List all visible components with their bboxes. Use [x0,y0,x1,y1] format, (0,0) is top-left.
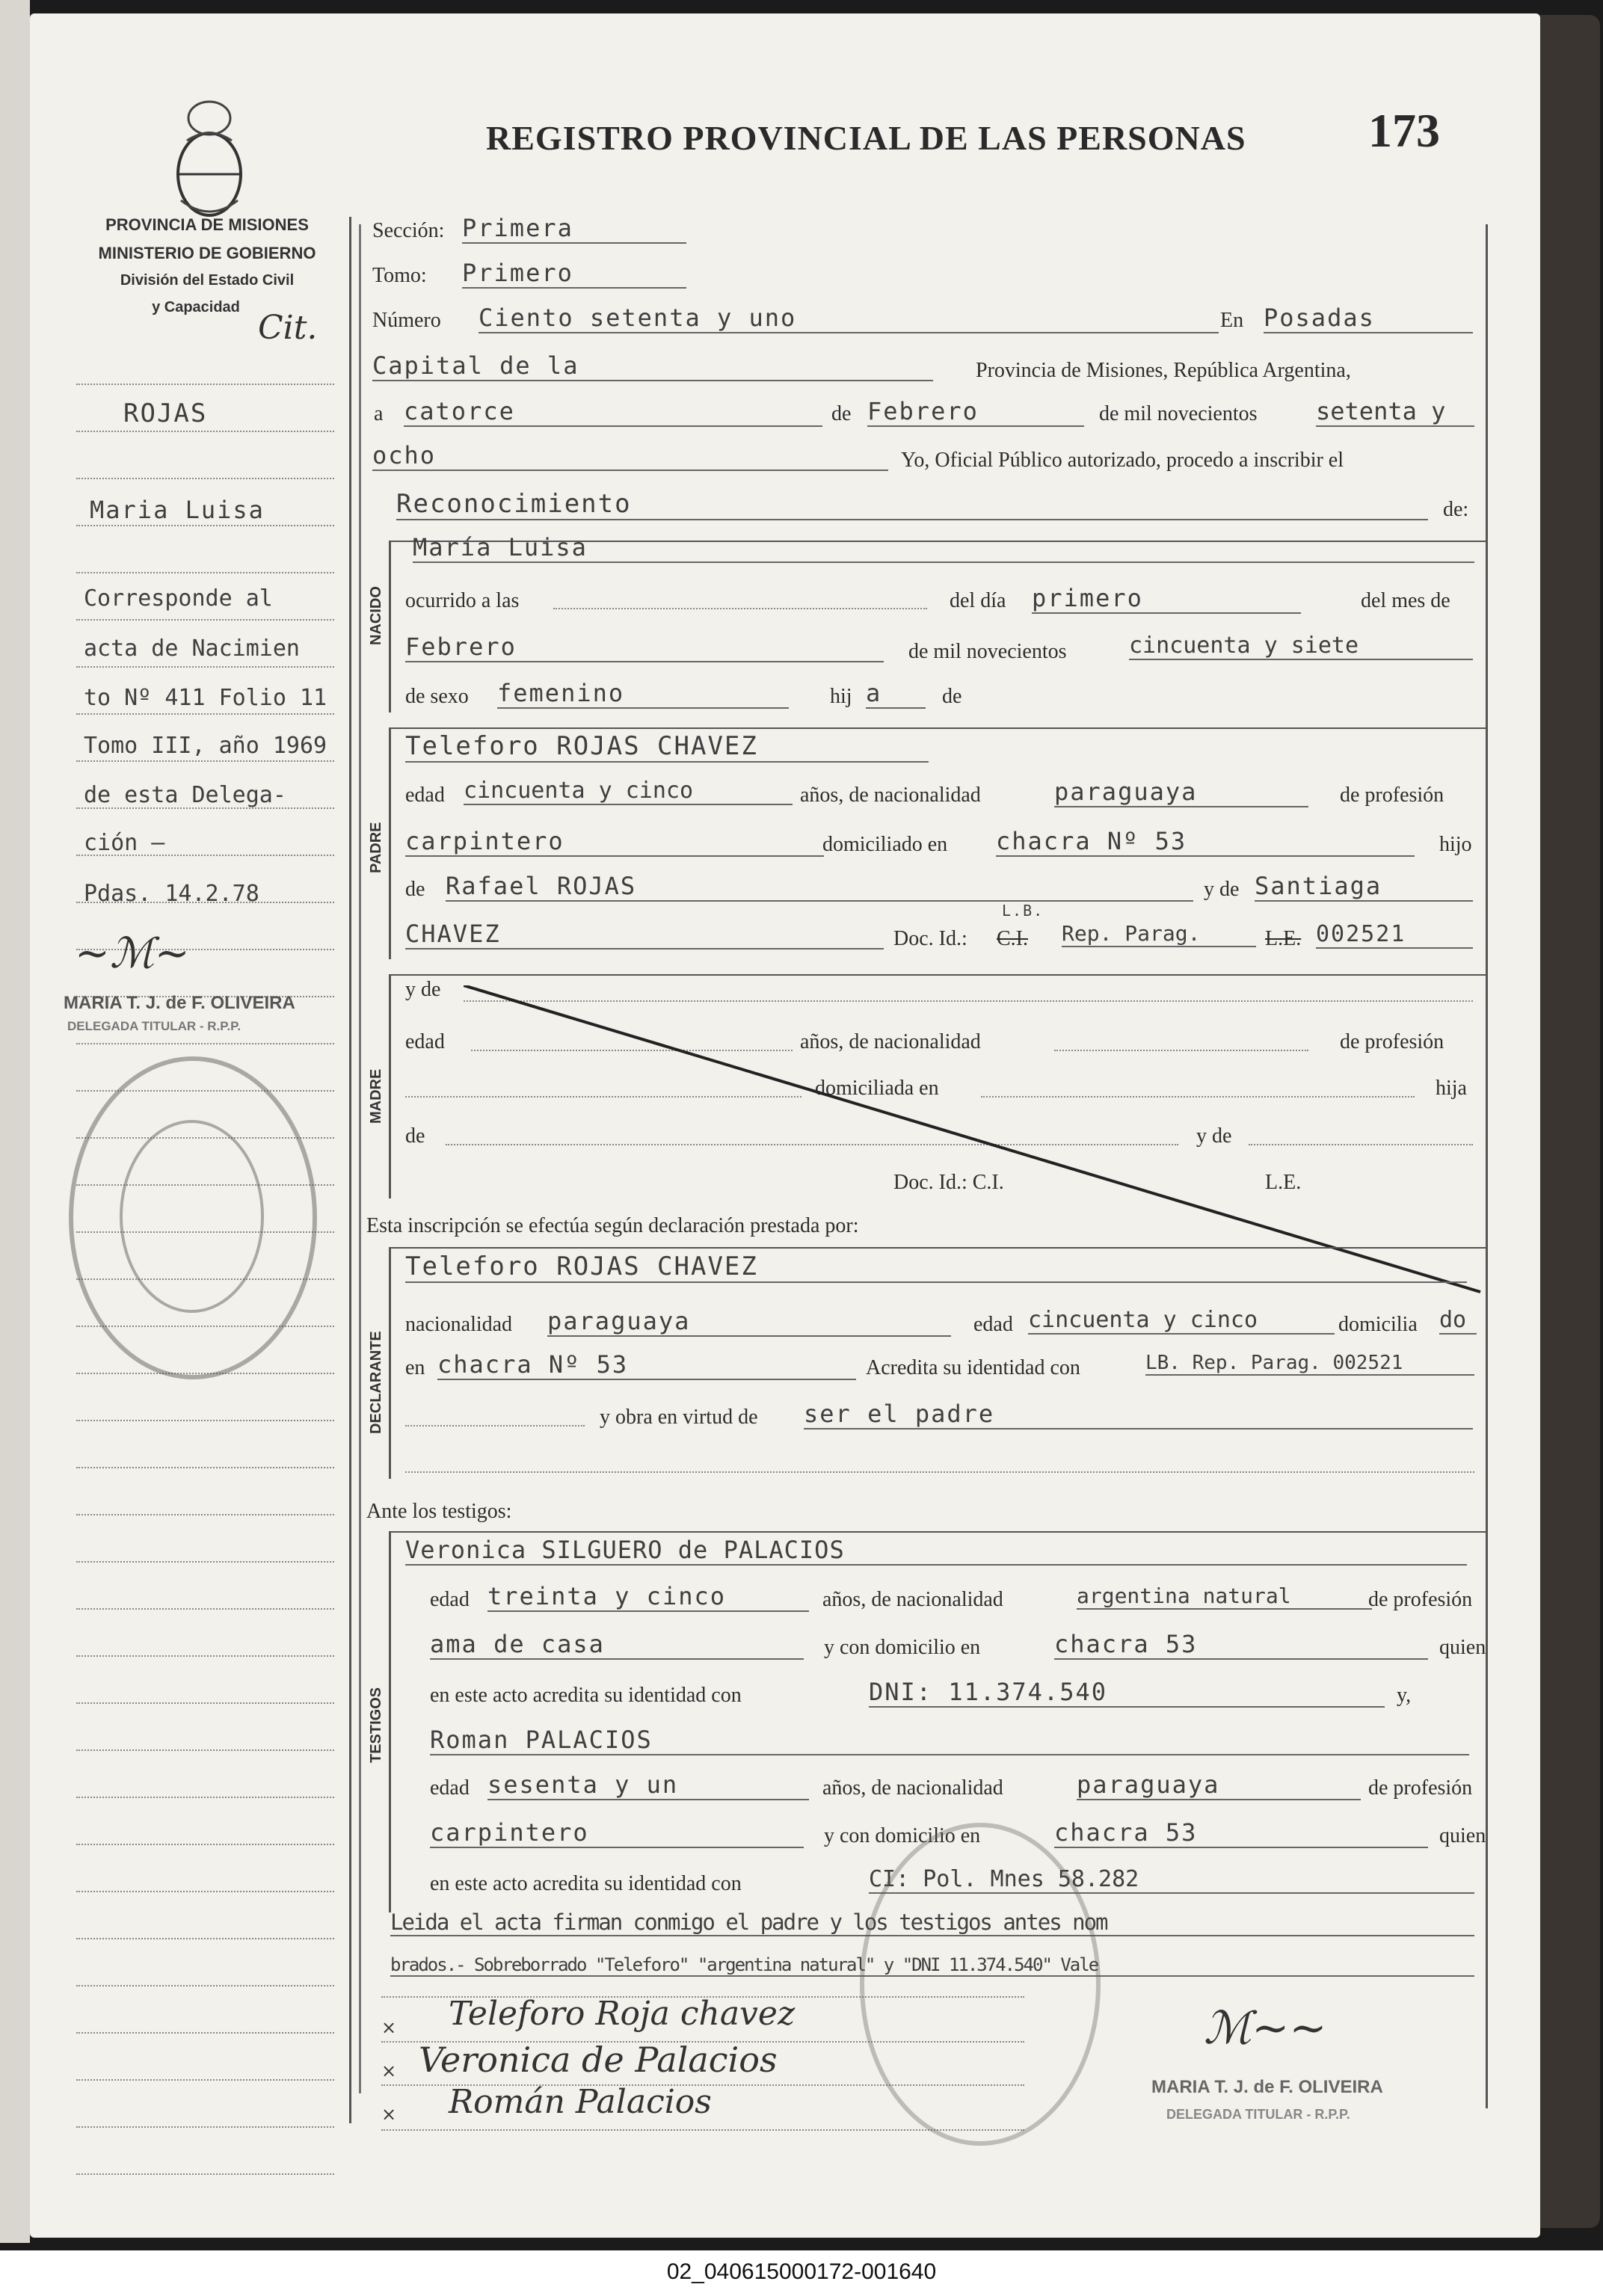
closing-official-title: DELEGADA TITULAR - R.P.P. [1166,2107,1350,2122]
testigos-top-rule [389,1531,1488,1533]
org-handwritten-mark: Cit. [258,309,318,347]
padre-father-value: Rafael ROJAS [446,872,1193,902]
closing-line-1: Leida el acta firman conmigo el padre y los testigos antes nom [390,1909,1474,1936]
nacido-month-value: Febrero [405,633,884,662]
declarante-en-label: en [405,1356,425,1379]
margin-note-3: to Nº 411 Folio 11 [84,685,327,711]
act-de-label: de: [1443,498,1469,521]
margin-dotted-line [76,1797,334,1798]
margin-dotted-line [76,1608,334,1610]
declarante-en-value: chacra Nº 53 [437,1350,856,1380]
testigo1-name: Veronica SILGUERO de PALACIOS [405,1536,1467,1566]
officer-text: Yo, Oficial Público autorizado, procedo a inscribir el [901,449,1344,472]
margin-dotted-line [76,1702,334,1704]
declarante-edad-label: edad [973,1313,1013,1336]
testigo2-dom-value: chacra 53 [1054,1818,1428,1848]
hij-de-label: de [942,685,962,708]
nacido-year-value: cincuenta y siete [1129,633,1473,660]
declarante-edad-value: cincuenta y cinco [1028,1307,1335,1335]
madre-yde2-label: y de [1196,1124,1232,1148]
ocurrido-value-line [553,608,927,609]
madre-prof-label: de profesión [1340,1030,1444,1053]
padre-edad-value: cincuenta y cinco [464,778,793,805]
margin-dotted-line [76,2173,334,2175]
margin-dotted-line [76,1655,334,1657]
madre-rule [389,974,391,1198]
signature-testigo-1: Veronica de Palacios [419,2040,778,2080]
margin-signature: ~ℳ~ [75,929,190,978]
signature-mark-1: × [381,2017,397,2038]
book-binding [1540,15,1600,2228]
margin-dotted-line [76,619,334,621]
padre-top-rule [389,727,1488,729]
margin-dotted-line [76,1467,334,1468]
padre-rule [389,727,391,959]
testigo2-acr-value: CI: Pol. Mnes 58.282 [869,1866,1474,1894]
testigos-section-label: TESTIGOS [368,1687,384,1763]
padre-dom-value: chacra Nº 53 [996,827,1415,857]
madre-doc-label: Doc. Id.: C.I. [893,1171,1004,1194]
margin-names: Maria Luisa [90,496,265,524]
signature-mark-3: × [381,2104,397,2125]
org-capacity: y Capacidad [152,299,240,316]
page-title: REGISTRO PROVINCIAL DE LAS PERSONAS [486,119,1246,157]
signature-mark-2: × [381,2060,397,2081]
margin-dotted-line [76,1420,334,1421]
declarante-acredita-value: LB. Rep. Parag. 002521 [1145,1352,1474,1376]
padre-section-label: PADRE [368,822,384,873]
margin-dotted-line [76,1844,334,1845]
padre-yde-label: y de [1204,878,1240,901]
ocurrido-label: ocurrido a las [405,589,520,612]
margin-dotted-line [76,2079,334,2081]
registry-stamp-inner [120,1120,264,1313]
margin-dotted-line [76,1561,334,1563]
margin-dotted-line [76,666,334,668]
nacido-rule [389,541,391,713]
testigo1-edad-value: treinta y cinco [487,1582,809,1612]
registry-page [30,13,1540,2238]
act-type-value: Reconocimiento [396,489,1428,520]
margin-official-title: DELEGADA TITULAR - R.P.P. [67,1019,241,1033]
testigo1-acr-label: en este acto acredita su identidad con [430,1684,742,1707]
testigo1-nac-value: argentina natural [1077,1583,1372,1610]
seccion-value: Primera [462,214,686,244]
inner-rule [359,224,361,2093]
year-value-2: ocho [372,441,888,471]
testigo2-nac-label: años, de nacionalidad [822,1776,1003,1800]
padre-dom-label: domiciliado en [822,833,948,856]
testigo1-quien: quien [1439,1636,1486,1659]
testigo1-prof-value: ama de casa [430,1630,804,1660]
testigos-rule [389,1531,391,1912]
declarante-extra-line [405,1471,1474,1473]
day-value: catorce [404,397,822,427]
declarante-section-label: DECLARANTE [368,1331,384,1434]
nacido-section-label: NACIDO [368,586,384,645]
year-value: setenta y [1316,397,1474,427]
margin-dotted-line [76,1938,334,1939]
padre-hijo-label: hijo [1439,833,1472,856]
madre-yde-label: y de [405,978,441,1001]
padre-doc-le: L.E. [1265,927,1302,950]
page-number: 173 [1368,104,1440,157]
place-value: Capital de la [372,351,933,381]
hij-value: a [866,679,926,709]
margin-note-7: Pdas. 14.2.78 [84,881,259,907]
madre-top-rule [389,974,1488,976]
a-label: a [374,402,384,425]
margin-dotted-line [76,1985,334,1986]
margin-dotted-line [76,384,334,385]
declarante-dom-suffix: do [1439,1307,1477,1335]
testigos-intro: Ante los testigos: [366,1500,512,1523]
sexo-value: femenino [497,679,789,709]
madre-edad-label: edad [405,1030,445,1053]
de-label: de [831,402,852,425]
madre-de-label: de [405,1124,425,1148]
testigo1-prof-label: de profesión [1368,1588,1473,1611]
image-code: 02_040615000172-001640 [666,2259,937,2284]
testigo1-edad-label: edad [430,1588,470,1611]
padre-mother-value: Santiaga [1255,872,1473,902]
closing-stamp [860,1823,1101,2146]
margin-note-4: Tomo III, año 1969 [84,733,327,759]
padre-nac-value: paraguaya [1054,778,1308,807]
hij-label: hij [830,685,852,708]
margin-dotted-line [76,1514,334,1515]
testigo2-edad-value: sesenta y un [487,1770,809,1800]
margin-dotted-line [76,713,334,715]
madre-nac-label: años, de nacionalidad [800,1030,981,1053]
testigo1-dom-label: y con domicilio en [824,1636,981,1659]
padre-doc-ci: C.I. [997,927,1028,950]
padre-prof-label: de profesión [1340,784,1444,807]
coat-of-arms-icon [164,88,254,219]
margin-note-1: Corresponde al [84,585,273,612]
tomo-value: Primero [462,259,686,289]
month-value: Febrero [867,397,1084,427]
margin-dotted-line [76,431,334,432]
margin-dotted-line [76,1749,334,1751]
padre-edad-label: edad [405,784,445,807]
padre-doc-number: 002521 [1316,921,1473,949]
padre-name: Teleforo ROJAS CHAVEZ [405,731,929,763]
testigo1-y: y, [1397,1684,1412,1707]
org-province: PROVINCIA DE MISIONES [105,215,309,234]
numero-label: Número [372,309,441,332]
margin-note-6: ción — [84,830,165,856]
del-dia-label: del día [950,589,1006,612]
margin-note-5: de esta Delega- [84,782,286,808]
margin-dotted-line [76,1043,334,1044]
margin-dotted-line [76,2126,334,2128]
margin-dotted-line [76,478,334,479]
province-text: Provincia de Misiones, República Argentina, [976,359,1351,382]
madre-section-label: MADRE [368,1068,384,1124]
margin-dotted-line [76,525,334,526]
margin-dotted-line [76,1891,334,1892]
declarante-virtud-label: y obra en virtud de [600,1406,758,1429]
official-signature: ℳ~~ [1204,2002,1327,2055]
padre-doc-value: Rep. Parag. [1062,921,1256,947]
margin-dotted-line [76,572,334,573]
signature-declarante: Teleforo Roja chavez [449,1995,796,2033]
year-label: de mil novecientos [1099,402,1258,425]
testigo1-acr-value: DNI: 11.374.540 [869,1678,1385,1708]
margin-official-name: MARIA T. J. de F. OLIVEIRA [64,993,295,1013]
declarante-intro: Esta inscripción se efectúa según declaración prestada por: [366,1214,859,1237]
testigo2-acr-label: en este acto acredita su identidad con [430,1872,742,1895]
sexo-label: de sexo [405,685,469,708]
madre-le-label: L.E. [1265,1171,1302,1194]
seccion-label: Sección: [372,219,445,242]
org-division: División del Estado Civil [120,272,295,289]
declarante-acredita-label: Acredita su identidad con [866,1356,1080,1379]
margin-dotted-line [76,2032,334,2034]
padre-de-label: de [405,878,425,901]
mes-label: del mes de [1361,589,1450,612]
margin-surname: ROJAS [123,398,208,428]
madre-hija-label: hija [1436,1077,1467,1100]
declarante-rule [389,1247,391,1479]
margin-note-2: acta de Nacimien [84,635,300,662]
tomo-label: Tomo: [372,264,427,287]
testigo2-dom-label: y con domicilio en [824,1824,981,1847]
signature-testigo-2: Román Palacios [449,2083,712,2121]
padre-doc-label: Doc. Id.: [893,927,967,950]
testigo2-quien: quien [1439,1824,1486,1847]
padre-nac-label: años, de nacionalidad [800,784,981,807]
testigo2-prof-label: de profesión [1368,1776,1473,1800]
padre-mother-value-2: CHAVEZ [405,920,884,950]
declarante-dom-label: domicilia [1338,1313,1418,1336]
facing-page-edge [0,0,30,2243]
testigo2-prof-value: carpintero [430,1818,804,1848]
padre-prof-value: carpintero [405,827,824,857]
declarante-name: Teleforo ROJAS CHAVEZ [405,1252,1467,1283]
declarante-virtud-value: ser el padre [804,1400,1473,1429]
testigo1-nac-label: años, de nacionalidad [822,1588,1003,1611]
testigo1-dom-value: chacra 53 [1054,1630,1428,1660]
org-ministry: MINISTERIO DE GOBIERNO [98,244,316,262]
en-value: Posadas [1264,304,1473,333]
declarante-nac-label: nacionalidad [405,1313,513,1336]
margin-dotted-line [76,760,334,762]
madre-dom-label: domiciliada en [815,1077,939,1100]
testigo2-nac-value: paraguaya [1077,1770,1361,1800]
numero-value: Ciento setenta y uno [479,304,1219,333]
declarante-top-rule [389,1247,1488,1249]
testigo2-name: Roman PALACIOS [430,1726,1469,1755]
closing-official-name: MARIA T. J. de F. OLIVEIRA [1151,2077,1383,2097]
nacido-name: María Luisa [413,533,1474,563]
declarante-blank-line [405,1425,585,1426]
nacido-day-value: primero [1032,584,1301,614]
declarante-nac-value: paraguaya [547,1307,951,1337]
closing-line-2: brados.- Sobreborrado "Teleforo" "argentina natural" y "DNI 11.374.540" Vale [390,1954,1474,1977]
testigo2-edad-label: edad [430,1776,470,1800]
padre-doc-lb: L.B. [1002,902,1044,920]
margin-rule [349,217,351,2123]
nacido-year-label: de mil novecientos [908,640,1067,663]
en-label: En [1220,309,1244,332]
